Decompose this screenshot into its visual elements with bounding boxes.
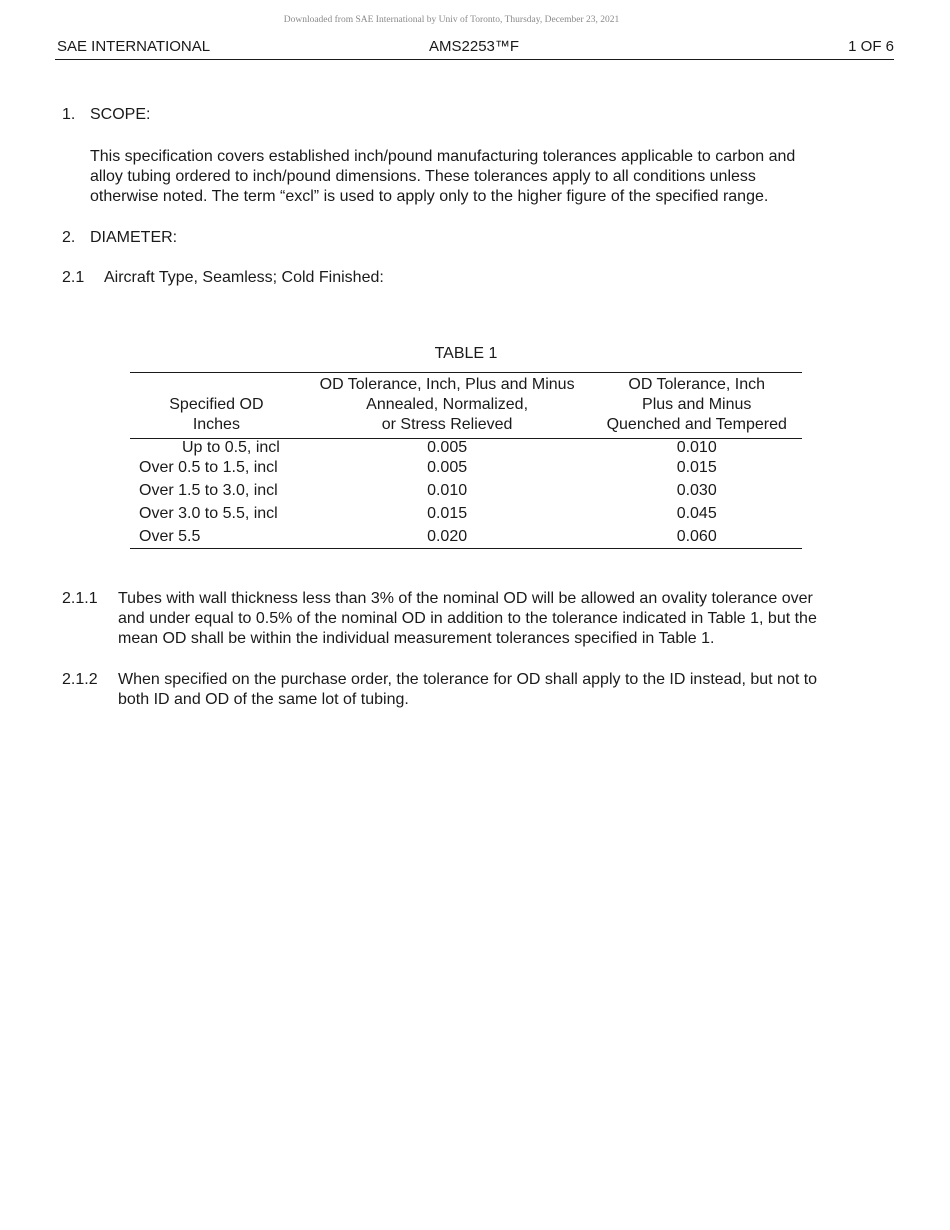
header-page-number: 1 OF 6	[848, 38, 894, 55]
table-row	[130, 479, 802, 502]
cell-quenched-tolerance: 0.010	[676, 439, 717, 456]
section-1-body	[90, 147, 795, 207]
section-title: SCOPE:	[90, 106, 151, 123]
header-annealed-tolerance	[303, 373, 592, 439]
cell-quenched-tolerance: 0.015	[676, 459, 717, 476]
section-2-1-heading	[62, 268, 384, 288]
body-line: alloy tubing ordered to inch/pound dimensions. These tolerances apply to all conditions unless	[90, 168, 756, 185]
body-line: mean OD shall be within the individual measurement tolerances specified in Table 1.	[118, 630, 715, 647]
section-2-1-2	[62, 670, 98, 690]
cell-annealed-tolerance: 0.005	[427, 439, 468, 456]
table-row	[130, 525, 802, 549]
table-row	[130, 502, 802, 525]
body-line: otherwise noted. The term “excl” is used to apply only to the higher figure of the specified range.	[90, 188, 769, 205]
cell-annealed-tolerance: 0.005	[427, 459, 468, 476]
cell-specified-od: Over 3.0 to 5.5, incl	[139, 505, 278, 522]
body-line: both ID and OD of the same lot of tubing.	[118, 691, 409, 708]
header-line: OD Tolerance, Inch, Plus and Minus	[319, 376, 575, 393]
cell-annealed-tolerance: 0.010	[427, 482, 468, 499]
table-1	[130, 372, 802, 549]
cell-quenched-tolerance: 0.060	[591, 525, 802, 549]
page-header	[55, 38, 894, 60]
section-title: DIAMETER:	[90, 229, 178, 246]
section-2-1-1-body	[118, 589, 817, 649]
table-header-row	[130, 373, 802, 439]
header-line: OD Tolerance, Inch	[628, 376, 766, 393]
header-line: Plus and Minus	[642, 396, 752, 413]
cell-specified-od: Over 5.5	[130, 525, 303, 549]
table-row	[130, 456, 802, 479]
header-line: or Stress Relieved	[381, 416, 513, 433]
cell-specified-od: Over 1.5 to 3.0, incl	[139, 482, 278, 499]
header-specified-od	[130, 373, 303, 439]
table-row	[130, 439, 802, 457]
header-line: Quenched and Tempered	[606, 416, 787, 433]
section-2-1-1	[62, 589, 98, 609]
download-watermark: Downloaded from SAE International by Univ of Toronto, Thursday, December 23, 2021	[283, 15, 620, 25]
section-2-1-2-body	[118, 670, 817, 710]
body-line: and under equal to 0.5% of the nominal OD in addition to the tolerance indicated in Table 1, but the	[118, 610, 817, 627]
section-2-heading	[62, 228, 178, 248]
section-1-heading	[62, 105, 151, 125]
section-number: 2.1.2	[62, 671, 98, 688]
cell-specified-od: Up to 0.5, incl	[182, 439, 280, 456]
header-org: SAE INTERNATIONAL	[57, 38, 211, 55]
cell-quenched-tolerance: 0.030	[676, 482, 717, 499]
header-line: Annealed, Normalized,	[366, 396, 529, 413]
body-line: This specification covers established inch/pound manufacturing tolerances applicable to carbon and	[90, 148, 796, 165]
section-title: Aircraft Type, Seamless; Cold Finished:	[104, 269, 384, 286]
cell-quenched-tolerance: 0.045	[676, 505, 717, 522]
section-number: 2.1.1	[62, 590, 98, 607]
section-number: 2.	[62, 229, 76, 246]
body-line: When specified on the purchase order, the tolerance for OD shall apply to the ID instead, but not to	[118, 671, 818, 688]
header-quenched-tolerance	[591, 373, 802, 439]
table-1-caption: TABLE 1	[434, 345, 498, 362]
section-number: 2.1	[62, 269, 85, 286]
section-number: 1.	[62, 106, 76, 123]
cell-specified-od: Over 0.5 to 1.5, incl	[139, 459, 278, 476]
header-line: Inches	[192, 416, 240, 433]
header-line: Specified OD	[169, 396, 264, 413]
cell-annealed-tolerance: 0.015	[427, 505, 468, 522]
body-line: Tubes with wall thickness less than 3% of the nominal OD will be allowed an ovality tolerance over	[118, 590, 813, 607]
cell-annealed-tolerance: 0.020	[303, 525, 592, 549]
header-doc-id: AMS2253™F	[429, 38, 520, 55]
